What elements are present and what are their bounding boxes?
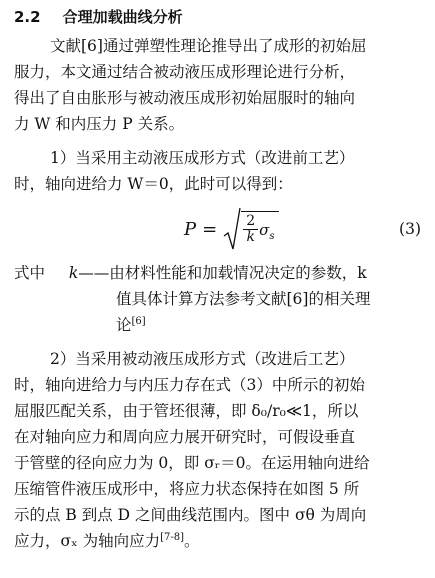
- text-line: 在对轴向应力和周向应力展开研究时，可假设垂直: [14, 428, 356, 446]
- section-title: 合理加载曲线分析: [62, 8, 183, 26]
- sqrt-radicand: [241, 211, 278, 245]
- equation-3: [14, 204, 421, 254]
- where-line-2: 值具体计算方法参考文献[6]的相关理: [116, 290, 371, 308]
- text-line: 示的点 B 到点 D 之间曲线范围内。图中 σθ 为周向: [14, 506, 367, 524]
- equation-number: (3): [399, 220, 421, 238]
- text-line: 压缩管件液压成形中，将应力状态保持在如图 5 所: [14, 480, 360, 498]
- equation-equals: =: [202, 218, 218, 240]
- equation-lhs: P: [184, 218, 197, 240]
- text-line: 时，轴向进给力与内压力存在式（3）中所示的初始: [14, 376, 365, 394]
- where-dash: ——: [78, 264, 110, 282]
- text-line: 于管壁的径向应力为 0，即 σᵣ＝0。在运用轴向进给: [14, 454, 370, 472]
- text-line-last: 应力，σₓ 为轴向应力[7-8]。: [14, 531, 200, 550]
- where-symbol: k: [68, 264, 79, 282]
- text-line: 服力，本文通过结合被动液压成形理论进行分析，: [14, 63, 356, 81]
- text-line: 得出了自由胀形与被动液压成形初始屈服时的轴向: [14, 89, 356, 107]
- where-line-3: 论[6]: [116, 315, 146, 334]
- equation-formula: [184, 204, 279, 254]
- text-line: 1）当采用主动液压成形方式（改进前工艺）: [50, 149, 355, 167]
- where-lead: 式中: [14, 264, 46, 282]
- text-line: 2）当采用被动液压成形方式（改进后工艺）: [50, 350, 355, 368]
- citation: [6]: [131, 315, 146, 327]
- section-heading: [14, 6, 421, 28]
- sigma-symbol: $\sigma_s$: [259, 220, 275, 242]
- text-line: 力 W 和内压力 P 关系。: [14, 115, 185, 133]
- text-line: 文献[6]通过弹塑性理论推导出了成形的初始屈: [50, 37, 367, 55]
- citation: [7-8]: [160, 531, 184, 543]
- fraction-numerator: 2: [243, 214, 258, 230]
- text-line: 时，轴向进给力 W＝0，此时可以得到：: [14, 175, 293, 193]
- where-line-1: [14, 262, 421, 284]
- fraction-denominator: k: [246, 229, 255, 245]
- text-line: 屈服匹配关系，由于管坯很薄，即 δ₀/r₀≪1，所以: [14, 402, 359, 420]
- sqrt-expression: [223, 206, 278, 252]
- fraction: [243, 214, 258, 245]
- radical-sign-icon: [223, 206, 241, 252]
- where-text-1: 由材料性能和加载情况决定的参数，k: [109, 264, 367, 282]
- section-number: 2.2: [14, 8, 41, 26]
